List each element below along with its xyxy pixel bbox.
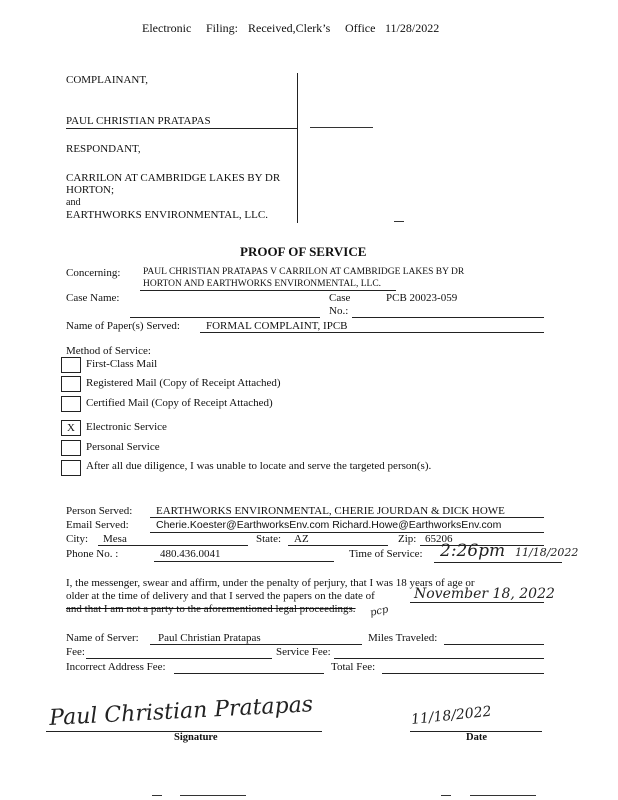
server-name-rule: [150, 644, 362, 645]
form-title: PROOF OF SERVICE: [240, 244, 367, 259]
city-rule: [98, 545, 248, 546]
state-value: AZ: [294, 533, 309, 545]
checkbox-personal-service[interactable]: [61, 440, 81, 456]
checkbox-electronic-service[interactable]: X: [61, 420, 81, 436]
concerning-line-2: HORTON AND EARTHWORKS ENVIRONMENTAL, LLC.: [143, 279, 382, 289]
complainant-label: COMPLAINANT,: [66, 74, 148, 86]
city-value: Mesa: [103, 533, 127, 545]
header-electronic: Electronic: [142, 21, 192, 35]
option-electronic-service: Electronic Service: [86, 421, 167, 433]
server-name-value: Paul Christian Pratapas: [158, 632, 261, 644]
papers-served-rule: [200, 332, 544, 333]
signature-handwritten: Paul Christian Pratapas: [48, 692, 314, 731]
affirmation-date-rule: [410, 602, 544, 603]
footer-mark: [441, 795, 451, 796]
time-of-service-rule: [434, 562, 562, 563]
email-served-rule: [150, 532, 544, 533]
caption-case-blank: [310, 127, 373, 128]
header-date: 11/28/2022: [385, 21, 440, 35]
complainant-name: PAUL CHRISTIAN PRATAPAS: [66, 115, 211, 127]
papers-served-label: Name of Paper(s) Served:: [66, 320, 180, 332]
footer-mark: [470, 795, 536, 796]
state-label: State:: [256, 533, 282, 545]
zip-value: 65206: [425, 533, 453, 545]
checkbox-registered-mail[interactable]: [61, 376, 81, 392]
signature-label: Signature: [174, 732, 218, 743]
fee-label: Fee:: [66, 646, 85, 658]
papers-served-value: FORMAL COMPLAINT, IPCB: [206, 320, 348, 332]
fee-rule: [86, 658, 272, 659]
caption-mark: [394, 221, 404, 222]
affirmation-line-2: older at the time of delivery and that I served the papers on the date of: [66, 590, 375, 602]
checkbox-first-class-mail[interactable]: [61, 357, 81, 373]
affirmation-line-3: and that I am not a party to the aforementioned legal proceedings.: [66, 603, 356, 615]
case-name-label: Case Name:: [66, 292, 120, 304]
footer-mark: [180, 795, 246, 796]
case-number: PCB 20023-059: [386, 292, 458, 304]
concerning-label: Concerning:: [66, 267, 121, 279]
method-label: Method of Service:: [66, 345, 151, 357]
email-served-label: Email Served:: [66, 519, 129, 531]
option-unable-to-serve: After all due diligence, I was unable to locate and serve the targeted person(s).: [86, 460, 432, 472]
caption-rule: [66, 128, 298, 129]
checkbox-certified-mail[interactable]: [61, 396, 81, 412]
signature-date-label: Date: [466, 732, 487, 743]
service-fee-label: Service Fee:: [276, 646, 331, 658]
person-served-rule: [150, 517, 544, 518]
zip-label: Zip:: [398, 533, 417, 545]
miles-traveled-label: Miles Traveled:: [368, 632, 438, 644]
checkbox-unable-to-serve[interactable]: [61, 460, 81, 476]
phone-value: 480.436.0041: [160, 548, 221, 560]
state-rule: [288, 545, 388, 546]
concerning-rule: [140, 290, 396, 291]
footer-mark: [152, 795, 162, 796]
email-served-value: Cherie.Koester@EarthworksEnv.com Richard.Howe@EarthworksEnv.com: [156, 519, 502, 531]
respondent-line-1: CARRILON AT CAMBRIDGE LAKES BY DR: [66, 172, 281, 184]
affirmation-line-1: I, the messenger, swear and affirm, under the penalty of perjury, that I was 18 years of age or: [66, 577, 475, 589]
total-fee-rule: [382, 673, 544, 674]
option-first-class-mail: First-Class Mail: [86, 358, 158, 370]
respondent-line-2: HORTON;: [66, 184, 115, 196]
respondent-line-3: EARTHWORKS ENVIRONMENTAL, LLC.: [66, 209, 268, 221]
concerning-line-1: PAUL CHRISTIAN PRATAPAS V CARRILON AT CAMBRIDGE LAKES BY DR: [143, 267, 465, 277]
phone-rule: [154, 561, 334, 562]
case-number-rule: [352, 317, 544, 318]
person-served-value: EARTHWORKS ENVIRONMENTAL, CHERIE JOURDAN & DICK HOWE: [156, 505, 505, 517]
time-of-service-label: Time of Service:: [349, 548, 423, 560]
option-certified-mail: Certified Mail (Copy of Receipt Attached): [86, 397, 273, 409]
header-received: Received,Clerk’s: [248, 21, 331, 35]
time-of-service-value: 2:26pm: [440, 541, 506, 561]
option-personal-service: Personal Service: [86, 441, 160, 453]
server-name-label: Name of Server:: [66, 632, 139, 644]
respondent-and: and: [66, 197, 81, 208]
affirmation-initials: pcp: [369, 604, 390, 619]
header-filing: Filing:: [206, 21, 239, 35]
phone-label: Phone No. :: [66, 548, 119, 560]
incorrect-address-fee-rule: [174, 673, 324, 674]
case-no-label-1: Case: [329, 292, 351, 304]
signature-date-handwritten: 11/18/2022: [410, 703, 493, 728]
option-registered-mail: Registered Mail (Copy of Receipt Attached): [86, 377, 281, 389]
respondant-label: RESPONDANT,: [66, 143, 141, 155]
total-fee-label: Total Fee:: [331, 661, 376, 673]
case-no-label-2: No.:: [329, 305, 349, 317]
incorrect-address-fee-label: Incorrect Address Fee:: [66, 661, 166, 673]
header-office: Office: [345, 21, 376, 35]
caption-vertical-rule: [297, 73, 298, 223]
time-of-service-date: 11/18/2022: [515, 546, 579, 559]
affirmation-date: November 18, 2022: [414, 586, 555, 602]
city-label: City:: [66, 533, 89, 545]
miles-traveled-rule: [444, 644, 544, 645]
person-served-label: Person Served:: [66, 505, 133, 517]
case-name-rule: [130, 317, 320, 318]
service-fee-rule: [334, 658, 544, 659]
